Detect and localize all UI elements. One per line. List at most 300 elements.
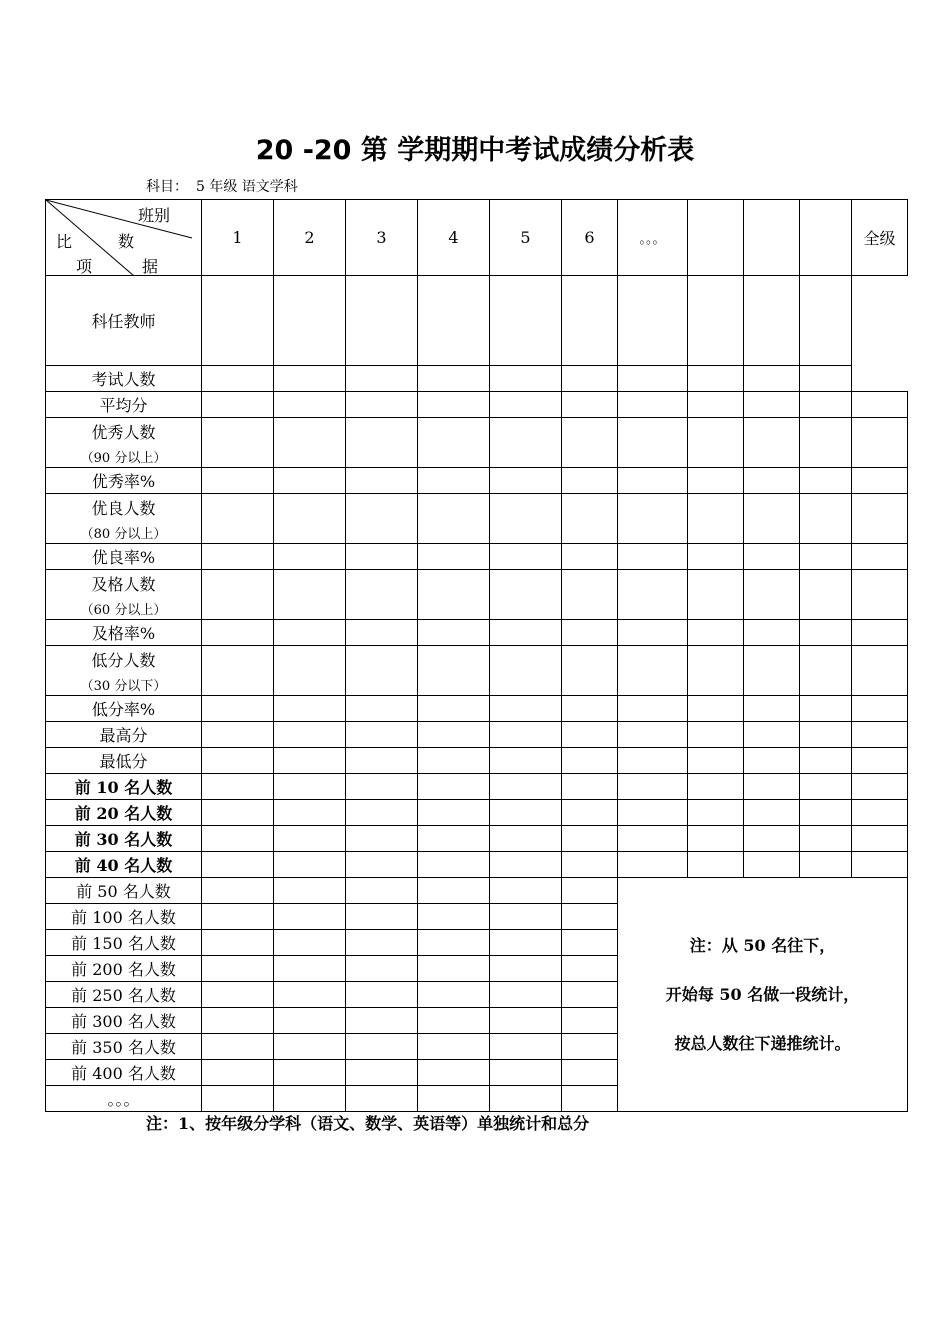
row-label — [46, 468, 202, 494]
header-item-label: 项 — [76, 257, 93, 276]
subject-label: 科目： — [146, 179, 188, 195]
data-cell[interactable] — [618, 570, 688, 620]
row-label — [46, 570, 202, 620]
data-cell[interactable] — [274, 276, 346, 366]
data-cell[interactable] — [346, 800, 418, 826]
data-cell[interactable] — [800, 620, 852, 646]
data-cell[interactable] — [562, 570, 618, 620]
data-cell[interactable] — [562, 366, 618, 392]
row-label — [46, 418, 202, 468]
data-cell[interactable] — [800, 276, 852, 366]
data-cell[interactable] — [800, 748, 852, 774]
data-cell[interactable] — [744, 544, 800, 570]
data-cell[interactable] — [688, 468, 744, 494]
data-cell[interactable] — [346, 878, 418, 904]
total-cell[interactable] — [852, 748, 908, 774]
table-row — [46, 826, 908, 852]
row-label — [46, 878, 202, 904]
total-cell[interactable] — [852, 544, 908, 570]
data-cell[interactable] — [274, 878, 346, 904]
row-label-text: 科任教师 — [91, 312, 156, 331]
data-cell[interactable] — [618, 366, 688, 392]
data-cell[interactable] — [562, 418, 618, 468]
data-cell[interactable] — [418, 956, 490, 982]
data-cell[interactable] — [418, 904, 490, 930]
row-label — [46, 852, 202, 878]
column-header — [800, 200, 852, 276]
table-row — [46, 748, 908, 774]
data-cell[interactable] — [274, 982, 346, 1008]
table-row — [46, 800, 908, 826]
data-cell[interactable] — [274, 570, 346, 620]
data-cell[interactable] — [418, 276, 490, 366]
data-cell[interactable] — [490, 494, 562, 544]
data-cell[interactable] — [562, 392, 618, 418]
data-cell[interactable] — [346, 1034, 418, 1060]
row-label-text: 前 250 名人数 — [71, 986, 176, 1005]
data-cell[interactable] — [744, 852, 800, 878]
total-cell[interactable] — [852, 392, 908, 418]
data-cell[interactable] — [202, 646, 274, 696]
data-cell[interactable] — [202, 774, 274, 800]
data-cell[interactable] — [688, 748, 744, 774]
data-cell[interactable] — [562, 982, 618, 1008]
data-cell[interactable] — [562, 852, 618, 878]
total-cell[interactable] — [852, 852, 908, 878]
data-cell[interactable] — [562, 800, 618, 826]
data-cell[interactable] — [562, 722, 618, 748]
row-label — [46, 276, 202, 366]
data-cell[interactable] — [490, 1086, 562, 1112]
data-cell[interactable] — [688, 696, 744, 722]
total-cell[interactable] — [852, 570, 908, 620]
data-cell[interactable] — [744, 494, 800, 544]
data-cell[interactable] — [618, 418, 688, 468]
subject-value: 5 年级 语文学科 — [196, 179, 298, 195]
data-cell[interactable] — [202, 392, 274, 418]
row-label — [46, 982, 202, 1008]
data-cell[interactable] — [562, 468, 618, 494]
data-cell[interactable] — [274, 366, 346, 392]
total-cell[interactable] — [852, 722, 908, 748]
data-cell[interactable] — [618, 774, 688, 800]
data-cell[interactable] — [202, 494, 274, 544]
data-cell[interactable] — [274, 620, 346, 646]
data-cell[interactable] — [490, 418, 562, 468]
data-cell[interactable] — [562, 904, 618, 930]
data-cell[interactable] — [744, 468, 800, 494]
data-cell[interactable] — [800, 366, 852, 392]
data-cell[interactable] — [274, 904, 346, 930]
data-cell[interactable] — [800, 570, 852, 620]
data-cell[interactable] — [562, 774, 618, 800]
data-cell[interactable] — [562, 1008, 618, 1034]
data-cell[interactable] — [688, 418, 744, 468]
row-label-text: 前 400 名人数 — [71, 1064, 176, 1083]
data-cell[interactable] — [202, 722, 274, 748]
data-cell[interactable] — [688, 276, 744, 366]
data-cell[interactable] — [490, 366, 562, 392]
row-label — [46, 1060, 202, 1086]
total-cell[interactable] — [852, 826, 908, 852]
data-cell[interactable] — [490, 774, 562, 800]
data-cell[interactable] — [346, 696, 418, 722]
data-cell[interactable] — [800, 852, 852, 878]
data-cell[interactable] — [800, 646, 852, 696]
data-cell[interactable] — [688, 544, 744, 570]
data-cell[interactable] — [562, 544, 618, 570]
row-label — [46, 800, 202, 826]
data-cell[interactable] — [202, 544, 274, 570]
data-cell[interactable] — [490, 956, 562, 982]
data-cell[interactable] — [744, 366, 800, 392]
data-cell[interactable] — [418, 982, 490, 1008]
data-cell[interactable] — [490, 468, 562, 494]
data-cell[interactable] — [490, 930, 562, 956]
score-analysis-table — [45, 199, 908, 1112]
data-cell[interactable] — [346, 722, 418, 748]
data-cell[interactable] — [688, 800, 744, 826]
data-cell[interactable] — [418, 696, 490, 722]
data-cell[interactable] — [202, 982, 274, 1008]
data-cell[interactable] — [274, 852, 346, 878]
data-cell[interactable] — [346, 956, 418, 982]
total-cell[interactable] — [852, 646, 908, 696]
header-data-label-2: 据 — [142, 257, 159, 276]
data-cell[interactable] — [562, 956, 618, 982]
data-cell[interactable] — [688, 392, 744, 418]
data-cell[interactable] — [688, 826, 744, 852]
data-cell[interactable] — [418, 392, 490, 418]
data-cell[interactable] — [418, 930, 490, 956]
data-cell[interactable] — [346, 620, 418, 646]
note-line: 开始每 50 名做一段统计， — [665, 985, 860, 1004]
data-cell[interactable] — [418, 826, 490, 852]
data-cell[interactable] — [346, 392, 418, 418]
data-cell[interactable] — [274, 468, 346, 494]
data-cell[interactable] — [418, 1034, 490, 1060]
data-cell[interactable] — [202, 1060, 274, 1086]
row-label — [46, 366, 202, 392]
data-cell[interactable] — [688, 494, 744, 544]
data-cell[interactable] — [274, 1086, 346, 1112]
data-cell[interactable] — [346, 1086, 418, 1112]
data-cell[interactable] — [618, 826, 688, 852]
header-data-label-1: 数 — [118, 232, 135, 251]
data-cell[interactable] — [418, 1086, 490, 1112]
data-cell[interactable] — [744, 722, 800, 748]
data-cell[interactable] — [688, 852, 744, 878]
data-cell[interactable] — [418, 1060, 490, 1086]
data-cell[interactable] — [274, 826, 346, 852]
data-cell[interactable] — [562, 276, 618, 366]
column-header: 4 — [418, 200, 490, 276]
data-cell[interactable] — [562, 696, 618, 722]
data-cell[interactable] — [346, 904, 418, 930]
data-cell[interactable] — [744, 748, 800, 774]
data-cell[interactable] — [744, 826, 800, 852]
row-label-text: 最高分 — [99, 726, 148, 745]
row-label-text: 前 30 名人数 — [74, 830, 173, 849]
data-cell[interactable] — [274, 418, 346, 468]
data-cell[interactable] — [490, 570, 562, 620]
total-cell[interactable] — [852, 800, 908, 826]
row-label — [46, 696, 202, 722]
total-cell[interactable] — [852, 620, 908, 646]
data-cell[interactable] — [618, 494, 688, 544]
data-cell[interactable] — [418, 646, 490, 696]
data-cell[interactable] — [202, 748, 274, 774]
data-cell[interactable] — [418, 722, 490, 748]
data-cell[interactable] — [744, 646, 800, 696]
data-cell[interactable] — [274, 800, 346, 826]
data-cell[interactable] — [202, 366, 274, 392]
data-cell[interactable] — [346, 748, 418, 774]
data-cell[interactable] — [418, 1008, 490, 1034]
data-cell[interactable] — [562, 1086, 618, 1112]
row-label-text: 低分人数 — [91, 650, 156, 670]
row-label-text: 最低分 — [99, 752, 148, 771]
data-cell[interactable] — [274, 1008, 346, 1034]
data-cell[interactable] — [618, 696, 688, 722]
data-cell[interactable] — [800, 418, 852, 468]
row-label-text: 考试人数 — [91, 370, 156, 389]
data-cell[interactable] — [202, 800, 274, 826]
data-cell[interactable] — [490, 646, 562, 696]
data-cell[interactable] — [346, 982, 418, 1008]
data-cell[interactable] — [688, 774, 744, 800]
data-cell[interactable] — [346, 646, 418, 696]
data-cell[interactable] — [800, 468, 852, 494]
data-cell[interactable] — [418, 852, 490, 878]
data-cell[interactable] — [274, 774, 346, 800]
table-row — [46, 646, 908, 696]
data-cell[interactable] — [688, 366, 744, 392]
data-cell[interactable] — [800, 392, 852, 418]
data-cell[interactable] — [562, 748, 618, 774]
data-cell[interactable] — [562, 494, 618, 544]
data-cell[interactable] — [418, 800, 490, 826]
data-cell[interactable] — [562, 826, 618, 852]
data-cell[interactable] — [346, 826, 418, 852]
data-cell[interactable] — [490, 1034, 562, 1060]
data-cell[interactable] — [800, 494, 852, 544]
data-cell[interactable] — [202, 276, 274, 366]
data-cell[interactable] — [202, 956, 274, 982]
data-cell[interactable] — [800, 800, 852, 826]
data-cell[interactable] — [418, 570, 490, 620]
data-cell[interactable] — [562, 1034, 618, 1060]
data-cell[interactable] — [618, 468, 688, 494]
data-cell[interactable] — [744, 570, 800, 620]
data-cell[interactable] — [346, 418, 418, 468]
data-cell[interactable] — [618, 852, 688, 878]
data-cell[interactable] — [490, 852, 562, 878]
data-cell[interactable] — [744, 418, 800, 468]
row-label-text: 优秀率% — [91, 472, 156, 491]
data-cell[interactable] — [490, 276, 562, 366]
data-cell[interactable] — [490, 544, 562, 570]
data-cell[interactable] — [274, 544, 346, 570]
table-row — [46, 544, 908, 570]
column-header — [744, 200, 800, 276]
data-cell[interactable] — [202, 1008, 274, 1034]
data-cell[interactable] — [346, 570, 418, 620]
data-cell[interactable] — [418, 748, 490, 774]
data-cell[interactable] — [490, 696, 562, 722]
row-label — [46, 544, 202, 570]
data-cell[interactable] — [202, 878, 274, 904]
data-cell[interactable] — [346, 366, 418, 392]
data-cell[interactable] — [618, 620, 688, 646]
total-cell[interactable] — [852, 696, 908, 722]
data-cell[interactable] — [800, 544, 852, 570]
column-header: 5 — [490, 200, 562, 276]
data-cell[interactable] — [418, 774, 490, 800]
row-label-text: 优良率% — [91, 548, 156, 567]
data-cell[interactable] — [800, 696, 852, 722]
total-cell[interactable] — [852, 468, 908, 494]
data-cell[interactable] — [346, 774, 418, 800]
data-cell[interactable] — [744, 696, 800, 722]
data-cell[interactable] — [490, 826, 562, 852]
data-cell[interactable] — [562, 930, 618, 956]
data-cell[interactable] — [800, 774, 852, 800]
data-cell[interactable] — [490, 748, 562, 774]
data-cell[interactable] — [800, 826, 852, 852]
data-cell[interactable] — [490, 982, 562, 1008]
data-cell[interactable] — [346, 276, 418, 366]
data-cell[interactable] — [688, 570, 744, 620]
data-cell[interactable] — [274, 930, 346, 956]
data-cell[interactable] — [202, 930, 274, 956]
data-cell[interactable] — [744, 800, 800, 826]
data-cell[interactable] — [346, 930, 418, 956]
data-cell[interactable] — [418, 878, 490, 904]
data-cell[interactable] — [490, 722, 562, 748]
data-cell[interactable] — [346, 1008, 418, 1034]
data-cell[interactable] — [346, 1060, 418, 1086]
data-cell[interactable] — [274, 1060, 346, 1086]
data-cell[interactable] — [490, 878, 562, 904]
data-cell[interactable] — [202, 1086, 274, 1112]
row-label — [46, 646, 202, 696]
table-row — [46, 774, 908, 800]
data-cell[interactable] — [346, 494, 418, 544]
page-title: 20 -20 第 学期期中考试成绩分析表 — [255, 135, 695, 166]
row-label — [46, 774, 202, 800]
data-cell[interactable] — [618, 392, 688, 418]
data-cell[interactable] — [562, 878, 618, 904]
note-line: 按总人数往下递推统计。 — [674, 1034, 851, 1053]
row-label — [46, 930, 202, 956]
table-row — [46, 276, 908, 366]
data-cell[interactable] — [274, 696, 346, 722]
data-cell[interactable] — [418, 620, 490, 646]
row-label-text: 及格人数 — [91, 574, 156, 594]
data-cell[interactable] — [274, 392, 346, 418]
row-label-text: 前 350 名人数 — [71, 1038, 176, 1057]
data-cell[interactable] — [744, 774, 800, 800]
data-cell[interactable] — [274, 1034, 346, 1060]
data-cell[interactable] — [346, 468, 418, 494]
row-label-text: 。。。 — [107, 1090, 140, 1109]
data-cell[interactable] — [202, 620, 274, 646]
data-cell[interactable] — [744, 392, 800, 418]
row-label-text: 前 150 名人数 — [71, 934, 176, 953]
data-cell[interactable] — [688, 620, 744, 646]
data-cell[interactable] — [744, 620, 800, 646]
data-cell[interactable] — [418, 418, 490, 468]
data-cell[interactable] — [346, 544, 418, 570]
data-cell[interactable] — [202, 904, 274, 930]
column-header — [688, 200, 744, 276]
data-cell[interactable] — [490, 620, 562, 646]
row-label-text: 前 50 名人数 — [76, 882, 171, 901]
data-cell[interactable] — [562, 646, 618, 696]
data-cell[interactable] — [418, 494, 490, 544]
total-column-header: 全级 — [852, 200, 908, 276]
data-cell[interactable] — [490, 392, 562, 418]
data-cell[interactable] — [688, 722, 744, 748]
data-cell[interactable] — [618, 544, 688, 570]
data-cell[interactable] — [346, 852, 418, 878]
data-cell[interactable] — [618, 276, 688, 366]
data-cell[interactable] — [688, 646, 744, 696]
total-cell[interactable] — [852, 418, 908, 468]
table-row — [46, 468, 908, 494]
data-cell[interactable] — [490, 904, 562, 930]
data-cell[interactable] — [418, 366, 490, 392]
data-cell[interactable] — [274, 722, 346, 748]
data-cell[interactable] — [202, 468, 274, 494]
row-label — [46, 1086, 202, 1112]
data-cell[interactable] — [800, 722, 852, 748]
row-label-subtext: （30 分以下） — [80, 678, 167, 694]
row-label-subtext: （60 分以上） — [80, 602, 167, 618]
data-cell[interactable] — [744, 276, 800, 366]
data-cell[interactable] — [202, 696, 274, 722]
data-cell[interactable] — [202, 570, 274, 620]
data-cell[interactable] — [490, 1060, 562, 1086]
data-cell[interactable] — [274, 748, 346, 774]
data-cell[interactable] — [490, 1008, 562, 1034]
data-cell[interactable] — [202, 418, 274, 468]
data-cell[interactable] — [490, 800, 562, 826]
data-cell[interactable] — [202, 1034, 274, 1060]
data-cell[interactable] — [618, 800, 688, 826]
row-label — [46, 392, 202, 418]
data-cell[interactable] — [202, 852, 274, 878]
row-label-text: 前 20 名人数 — [74, 804, 173, 823]
data-cell[interactable] — [274, 494, 346, 544]
data-cell[interactable] — [418, 468, 490, 494]
table-row — [46, 620, 908, 646]
data-cell[interactable] — [562, 620, 618, 646]
data-cell[interactable] — [274, 956, 346, 982]
data-cell[interactable] — [418, 544, 490, 570]
data-cell[interactable] — [202, 826, 274, 852]
data-cell[interactable] — [274, 646, 346, 696]
data-cell[interactable] — [618, 646, 688, 696]
data-cell[interactable] — [618, 748, 688, 774]
row-label-text: 低分率% — [91, 700, 156, 719]
total-cell[interactable] — [852, 774, 908, 800]
data-cell[interactable] — [618, 722, 688, 748]
total-cell[interactable] — [852, 494, 908, 544]
data-cell[interactable] — [562, 1060, 618, 1086]
row-label-text: 前 10 名人数 — [74, 778, 173, 797]
